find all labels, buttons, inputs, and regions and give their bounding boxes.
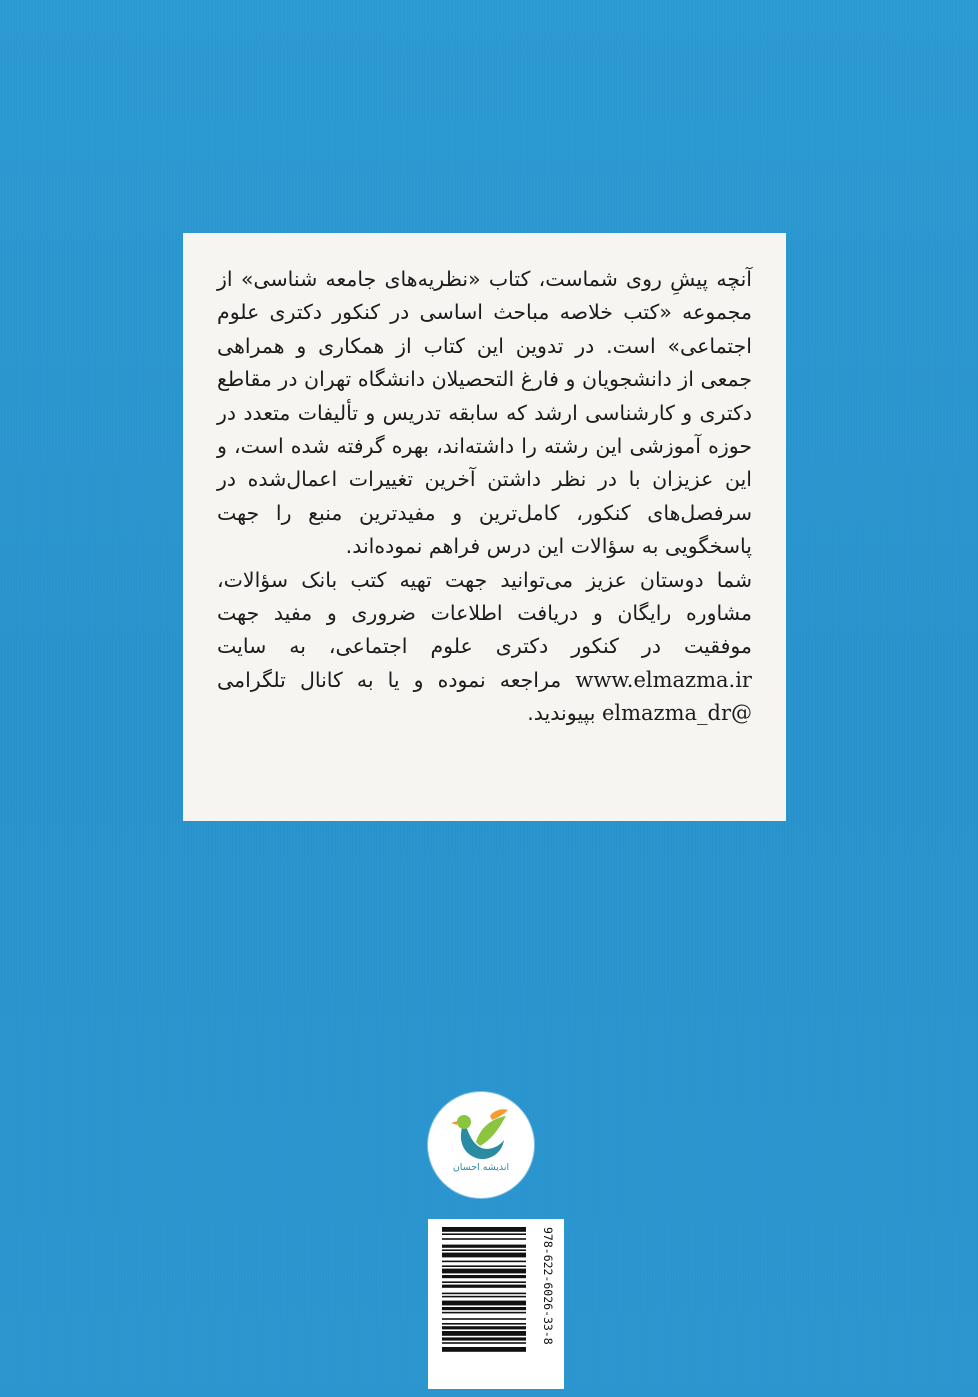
blurb-paragraph-2-text-1: شما دوستان عزیز می‌توانید جهت تهیه کتب بانک سؤالات، مشاوره رایگان و دریافت اطلاعات ضروری و مفید جهت موفقیت در کنکور دکتری علوم اجتماعی، به سایت — [217, 567, 752, 659]
blurb-paragraph-2-text-3: بپیوندید. — [527, 701, 596, 726]
publisher-name: اندیشه احسان — [452, 1162, 510, 1173]
blurb-paragraph-1: آنچه پیشِ روی شماست، کتاب «نظریه‌های جامعه شناسی» از مجموعه «کتب خلاصه مباحث اساسی در کنکور دکتری علوم اجتماعی» است. در تدوین این کتاب از همکاری و همراهی جمعی از دانشجویان و فارغ التحصیلان دانشگاه تهران در مقاطع دکتری و کارشناسی ارشد که سابقه تدریس و تألیفات متعدد در حوزه آموزشی این رشته را داشته‌اند، بهره گرفته شده است، و این عزیزان با در نظر داشتن آخرین تغییرات اعمال‌شده در سرفصل‌های کنکور، کامل‌ترین و مفیدترین منبع را جهت پاسخگویی به سؤالات این درس فراهم نموده‌اند. — [217, 267, 752, 559]
blurb-panel — [183, 233, 786, 821]
blurb-paragraph-2 — [217, 564, 752, 731]
telegram-handle[interactable]: elmazma_dr@ — [601, 701, 752, 726]
bird-icon — [428, 1092, 534, 1198]
blurb-paragraph-2-text-2: مراجعه نموده و یا به کانال تلگرامی — [217, 667, 562, 692]
website-link[interactable]: www.elmazma.ir — [575, 667, 752, 692]
barcode-panel — [428, 1219, 564, 1389]
publisher-logo — [428, 1092, 534, 1198]
isbn-number: 978-622-6026-33-8 — [541, 1227, 555, 1345]
